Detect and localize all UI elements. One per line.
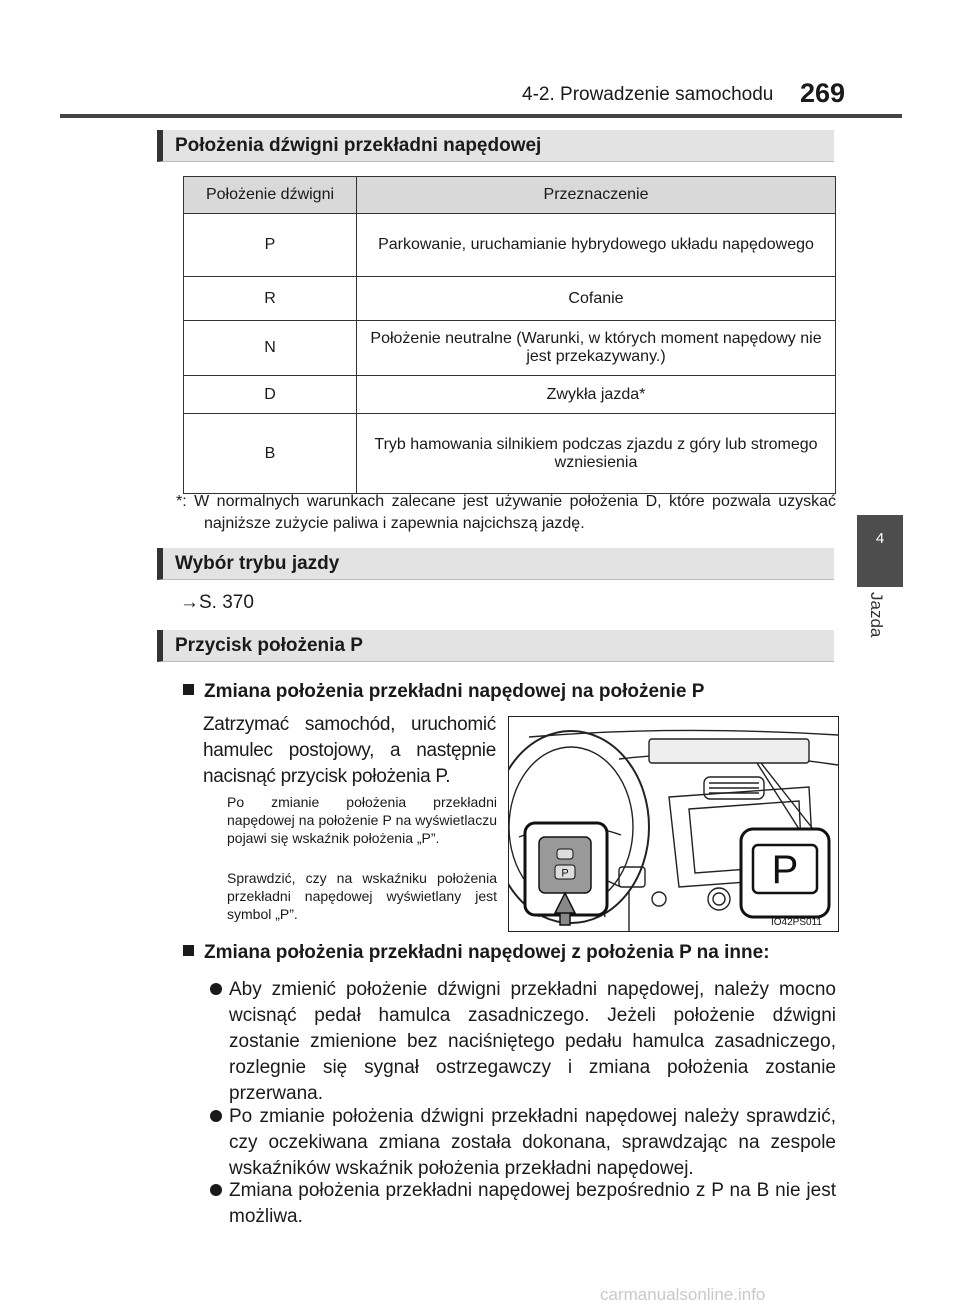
section-heading-p-button: Przycisk położenia P [157,630,834,662]
table-cell-purpose: Parkowanie, uruchamianie hybrydowego układu napędowego [357,214,836,277]
table-cell-position: N [184,321,357,376]
note-text: Sprawdzić, czy na wskaźniku położenia przekładni napędowej wyświetlany jest symbol „P”. [227,870,497,922]
table-cell-purpose: Położenie neutralne (Warunki, w których moment napędowy nie jest przekazywany.) [357,321,836,376]
table-row [184,376,836,414]
dashboard-illustration [508,716,839,932]
table-cell-position: R [184,277,357,321]
table-cell-position: D [184,376,357,414]
table-row [184,277,836,321]
square-bullet-icon [183,684,194,695]
list-item-text: Aby zmienić położenie dźwigni przekładni napędowej, należy mocno wcisnąć pedał hamulca zasadniczego. Jeżeli położenie dźwigni zostanie zmienione bez naciśniętego pedału hamulca zasadniczego, rozlegnie się sygnał ostrzegawczy i zmiana położenia zostanie przerwana. [229,979,836,1104]
p-indicator-inset [741,829,829,917]
bullet-icon [210,983,222,995]
list-item-text: Po zmianie położenia dźwigni przekładni napędowej należy sprawdzić, czy oczekiwana zmiana została dokonana, sprawdzając na zespole wskaźników wskaźnik położenia przekładni napędowej. [229,1106,836,1179]
page-number: 269 [800,78,846,108]
table-footnote: *: W normalnych warunkach zalecane jest używanie położenia D, które pozwala uzyskać najniższe zużycie paliwa i zapewnia najcichszą jazdę. [176,493,836,532]
list-item [210,1178,836,1230]
page-reference-text: S. 370 [199,592,254,613]
lever-positions-table [183,176,836,494]
table-cell-purpose: Cofanie [357,277,836,321]
table-cell-position: P [184,214,357,277]
list-item [210,977,836,1107]
chapter-tab [857,515,903,587]
table-cell-purpose: Zwykła jazda* [357,376,836,414]
subheading-text: Zmiana położenia przekładni napędowej z położenia P na inne: [204,942,770,963]
bullet-icon [210,1184,222,1196]
table-cell-position: B [184,414,357,494]
table-header-cell: Przeznaczenie [357,177,836,214]
chapter-tab-label: Jazda [867,592,886,638]
bullet-icon [210,1110,222,1122]
instruction-text: Zatrzymać samochód, uruchomić hamulec postojowy, a następnie nacisnąć przycisk położenia P. [203,714,496,787]
chapter-tab-number: 4 [875,530,885,547]
svg-text:P: P [771,848,799,892]
note-text: Po zmianie położenia przekładni napędowej na położenie P na wyświetlaczu pojawi się wskaźnik położenia „P”. [227,794,497,846]
subheading-shift-to-p [183,681,704,703]
svg-text:P: P [561,867,569,880]
figure-code: IO42PS011 [771,917,822,928]
table-row [184,214,836,277]
dashboard-drawing [509,717,838,931]
p-button-inset [525,823,607,925]
table-row [184,414,836,494]
running-header-section: 4-2. Prowadzenie samochodu [522,84,774,105]
square-bullet-icon [183,945,194,956]
header-rule [60,114,902,118]
list-item-text: Zmiana położenia przekładni napędowej bezpośrednio z P na B nie jest możliwa. [229,1180,836,1227]
subheading-text: Zmiana położenia przekładni napędowej na położenie P [204,681,705,702]
table-header-cell: Położenie dźwigni [184,177,357,214]
table-row [184,321,836,376]
list-item [210,1104,836,1182]
subheading-shift-from-p [183,942,770,964]
arrow-icon: → [180,592,199,613]
page-reference[interactable] [180,592,254,614]
section-heading-lever-positions: Położenia dźwigni przekładni napędowej [157,130,834,162]
section-heading-drive-mode: Wybór trybu jazdy [157,548,834,580]
table-cell-purpose: Tryb hamowania silnikiem podczas zjazdu z góry lub stromego wzniesienia [357,414,836,494]
watermark: carmanualsonline.info [600,1285,766,1304]
table-header-row [184,177,836,214]
